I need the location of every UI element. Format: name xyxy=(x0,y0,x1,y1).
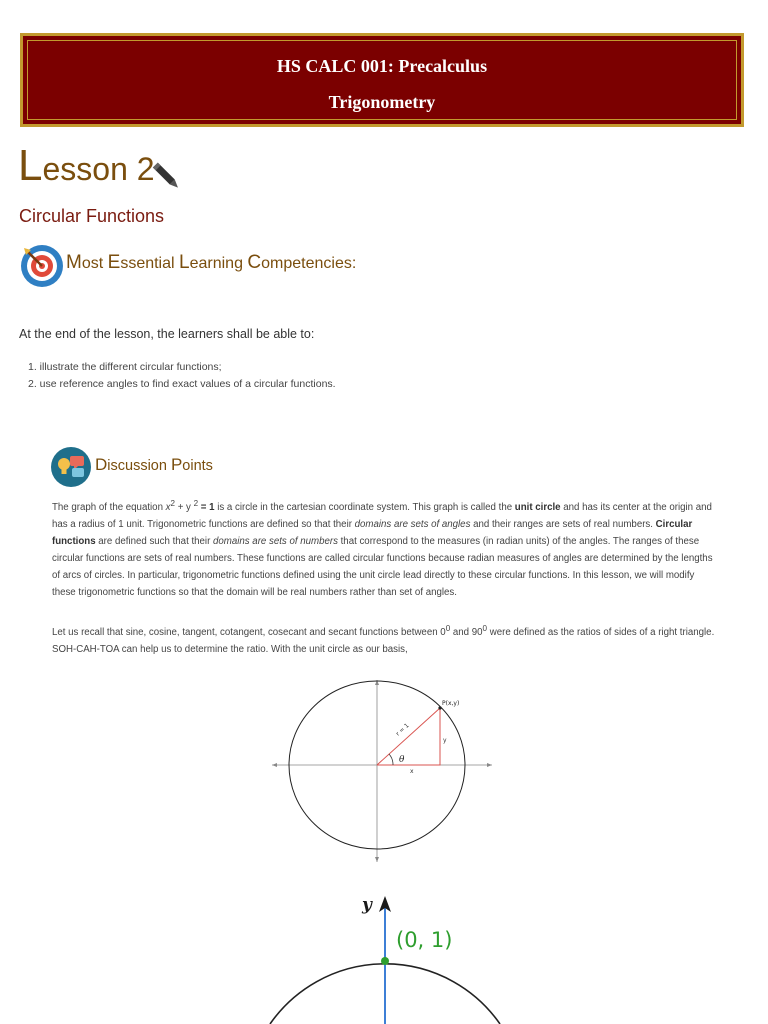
italic-term: domains are sets of angles xyxy=(354,519,471,531)
melc-title-part: L xyxy=(179,252,190,273)
superscript: 0 xyxy=(445,624,451,633)
text-run: is a circle in the cartesian coordinate system. This graph is called the xyxy=(214,502,515,514)
melc-title-part: E xyxy=(107,252,121,273)
text-run: and has its center at the origin and has a radius of 1 unit. Trigonometric functions are defined so that their xyxy=(52,502,712,531)
melc-title xyxy=(66,252,356,274)
angle-arc xyxy=(389,754,393,765)
course-title: HS CALC 001: Precalculus xyxy=(276,56,488,76)
right-triangle xyxy=(377,708,440,765)
bold-term: Circular functions xyxy=(52,519,693,548)
text-run: and their ranges are sets of real numbers. xyxy=(470,519,656,531)
unit-circle-closeup-figure xyxy=(250,880,530,1024)
y-axis-arrow xyxy=(375,857,379,862)
objectives-list xyxy=(28,359,336,393)
bold-term: unit circle xyxy=(514,502,561,514)
x-axis-arrow xyxy=(272,763,277,767)
text-run: and 90 xyxy=(450,627,483,639)
x-axis-arrow xyxy=(487,763,492,767)
discussion-title-part: oints xyxy=(182,458,213,474)
italic-term: domains are sets of numbers xyxy=(213,536,338,548)
equation-term: = 1 xyxy=(198,502,215,514)
lesson-title xyxy=(18,141,155,190)
lesson-title-rest: esson 2 xyxy=(42,151,155,187)
y-side-label: y xyxy=(443,737,447,744)
melc-title-part: C xyxy=(247,252,262,273)
theta-label: θ xyxy=(399,755,405,765)
discussion-title xyxy=(95,455,213,475)
radius-label: r = 1 xyxy=(394,722,411,738)
text-run: were defined as the ratios of sides of a right triangle. SOH-CAH-TOA can help us to determine the ratio. With the unit circle as our basis, xyxy=(52,627,715,656)
melc-title-part: earning xyxy=(189,255,248,272)
melc-title-part: ompetencies: xyxy=(261,255,357,272)
discussion-paragraph-2 xyxy=(52,620,716,658)
equation-term: x xyxy=(165,502,171,514)
objective-item: 2. use reference angles to find exact values of a circular functions. xyxy=(28,378,336,390)
melc-title-part: M xyxy=(66,252,82,273)
discussion-paragraph-1 xyxy=(52,495,716,601)
discussion-icon xyxy=(50,446,92,488)
learning-intro: At the end of the lesson, the learners shall be able to: xyxy=(19,327,315,341)
point-p-label: P(x,y) xyxy=(442,700,460,707)
discussion-title-part: P xyxy=(170,455,183,474)
text-run: Let us recall that sine, cosine, tangent, cotangent, cosecant and secant functions between 0 xyxy=(52,627,446,639)
pencil-icon xyxy=(150,158,184,194)
discussion-title-part: iscussion xyxy=(107,458,171,474)
melc-title-part: ssential xyxy=(120,255,180,272)
melc-title-part: ost xyxy=(81,255,108,272)
discussion-title-part: D xyxy=(95,455,108,474)
point-0-1-label: (0, 1) xyxy=(396,928,453,952)
objective-item: 1. illustrate the different circular functions; xyxy=(28,361,222,373)
unit-circle-figure xyxy=(270,678,494,864)
lesson-title-initial: L xyxy=(18,141,43,190)
point-0-1 xyxy=(381,957,389,965)
superscript: 0 xyxy=(482,624,488,633)
text-run: The graph of the equation xyxy=(52,502,166,514)
target-icon xyxy=(20,244,64,288)
subject-title: Trigonometry xyxy=(328,92,436,112)
superscript: 2 xyxy=(170,499,175,508)
lesson-subtitle: Circular Functions xyxy=(19,206,165,226)
text-run: are defined such that their xyxy=(95,536,213,548)
text-run: that correspond to the measures (in radian units) of the angles. The ranges of these circular functions are sets of real numbers. These functions are called circular functions because radian measures of angles are determined by the lengths of arcs of circles. In particular, trigonometric functions defined using the unit circle lead directly to these circular functions. In this lesson, we will modify these trigonometric functions so that the domain will be real numbers rather than set of angles. xyxy=(52,536,713,599)
course-banner xyxy=(20,33,744,127)
x-side-label: x xyxy=(410,768,414,775)
equation-term: + y xyxy=(175,502,194,514)
y-axis-label: y xyxy=(362,895,372,915)
superscript: 2 xyxy=(193,499,199,508)
